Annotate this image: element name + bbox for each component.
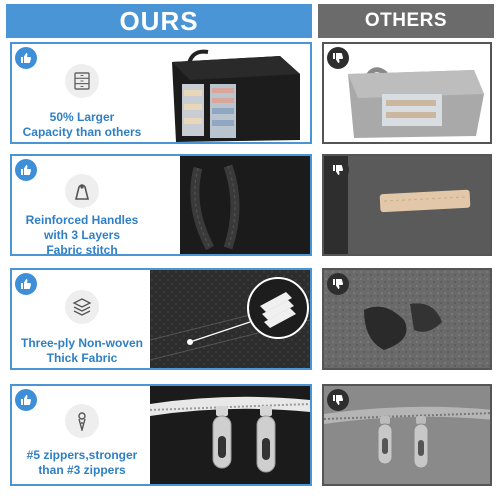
feature-text-line: 50% Larger — [49, 110, 115, 124]
others-bag-photo — [324, 44, 492, 144]
feature-text-line: Capacity than others — [22, 125, 142, 139]
ours-bag-photo — [150, 44, 310, 142]
feature-handles — [12, 156, 152, 254]
ours-handle-photo — [150, 156, 310, 254]
others-row-zippers — [322, 384, 492, 486]
feature-fabric — [12, 270, 152, 368]
feature-text-line: Reinforced Handles — [25, 213, 139, 227]
feature-text-line: with 3 Layers — [43, 228, 121, 242]
feature-text-line: Fabric stitch — [46, 243, 118, 256]
ours-row-fabric — [10, 268, 312, 370]
thumbs-down-icon — [327, 389, 349, 411]
thumbs-down-icon — [327, 47, 349, 69]
feature-text-line: Three-ply Non-woven — [20, 336, 143, 350]
ours-row-handles — [10, 154, 312, 256]
ours-row-zippers — [10, 384, 312, 486]
ours-row-capacity — [10, 42, 312, 144]
others-row-fabric — [322, 268, 492, 370]
cabinet-icon — [65, 64, 99, 98]
others-row-capacity — [322, 42, 492, 144]
feature-zippers — [12, 386, 152, 484]
others-zipper-photo — [324, 386, 492, 486]
feature-text-line: #5 zippers,stronger — [26, 448, 138, 462]
ours-header: OURS — [6, 4, 312, 38]
others-handle-photo — [324, 156, 492, 256]
others-row-handles — [322, 154, 492, 256]
feature-capacity — [12, 44, 152, 142]
ours-fabric-photo — [150, 270, 310, 368]
others-fabric-photo — [324, 270, 492, 370]
handle-icon — [65, 174, 99, 208]
others-header: OTHERS — [318, 4, 494, 38]
ours-zipper-photo — [150, 386, 310, 484]
zipper-icon — [65, 404, 99, 438]
thumbs-down-icon — [327, 273, 349, 295]
feature-text-line: than #3 zippers — [38, 463, 126, 477]
thumbs-down-icon — [327, 159, 349, 181]
layers-icon — [65, 290, 99, 324]
feature-text-line: Thick Fabric — [46, 351, 118, 365]
